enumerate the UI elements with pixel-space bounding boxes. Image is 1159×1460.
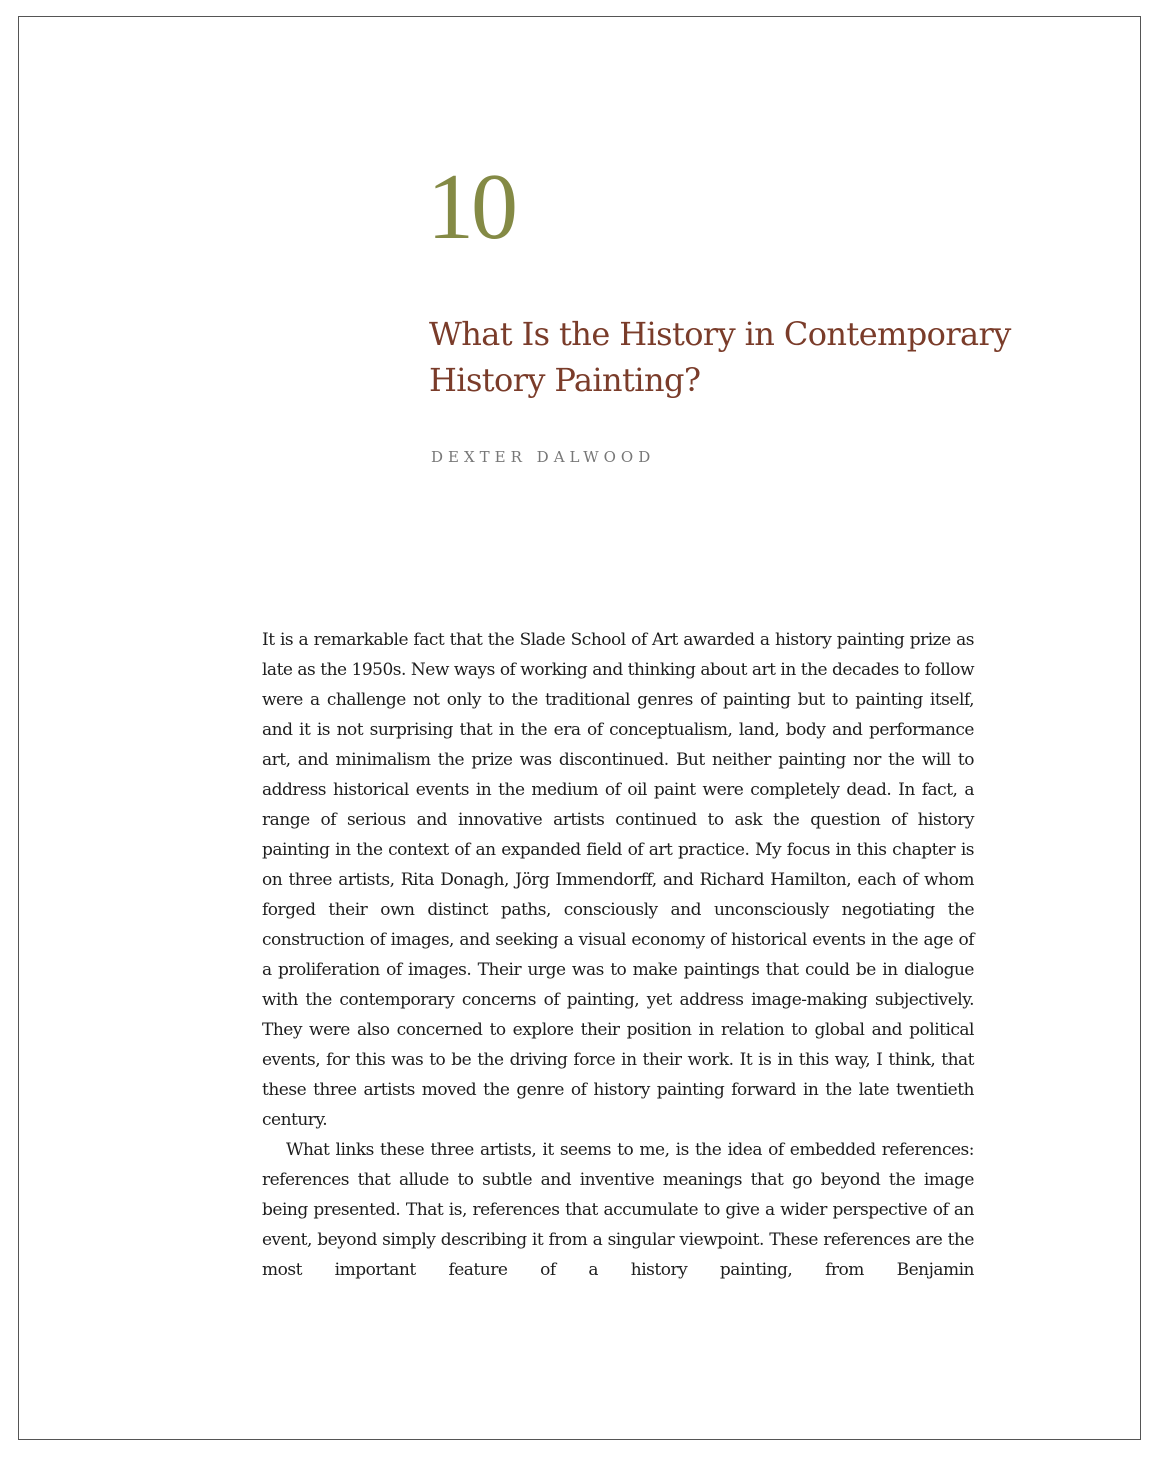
paragraph: It is a remarkable fact that the Slade School of Art awarded a history painting prize as late as the 1950s. New ways of working and thinking about art in the decades to follow were a challenge not only to the traditional genres of painting but to painting itself, and it is not surprising that in the era of conceptualism, land, body and performance art, and minimalism the prize was discontinued. But neither painting nor the will to address historical events in the medium of oil paint were completely dead. In fact, a range of serious and innovative artists continued to ask the question of history painting in the context of an expanded field of art practice. My focus in this chapter is on three artists, Rita Donagh, Jörg Immendorff, and Richard Hamilton, each of whom forged their own distinct paths, consciously and unconsciously negotiating the construction of images, and seeking a visual economy of historical events in the age of a proliferation of images. Their urge was to make paintings that could be in dialogue with the contemporary concerns of painting, yet address image-making subjectively. They were also concerned to explore their position in relation to global and political events, for this was to be the driving force in their work. It is in this way, I think, that these three artists moved the genre of history painting forward in the late twentieth century. [262, 630, 974, 1130]
author-name: DEXTER DALWOOD [431, 448, 656, 466]
paragraph: What links these three artists, it seems to me, is the idea of embedded references: references that allude to subtle and inventive meanings that go beyond the image being presented. That is, references that accumulate to give a wider perspective of an event, beyond simply describing it from a singular viewpoint. These references are the most important feature of a history painting, from Benjamin [262, 1140, 974, 1280]
chapter-title: What Is the History in Contemporary History Painting? [429, 315, 1011, 399]
body-text [262, 625, 974, 1285]
chapter-number: 10 [427, 155, 515, 259]
